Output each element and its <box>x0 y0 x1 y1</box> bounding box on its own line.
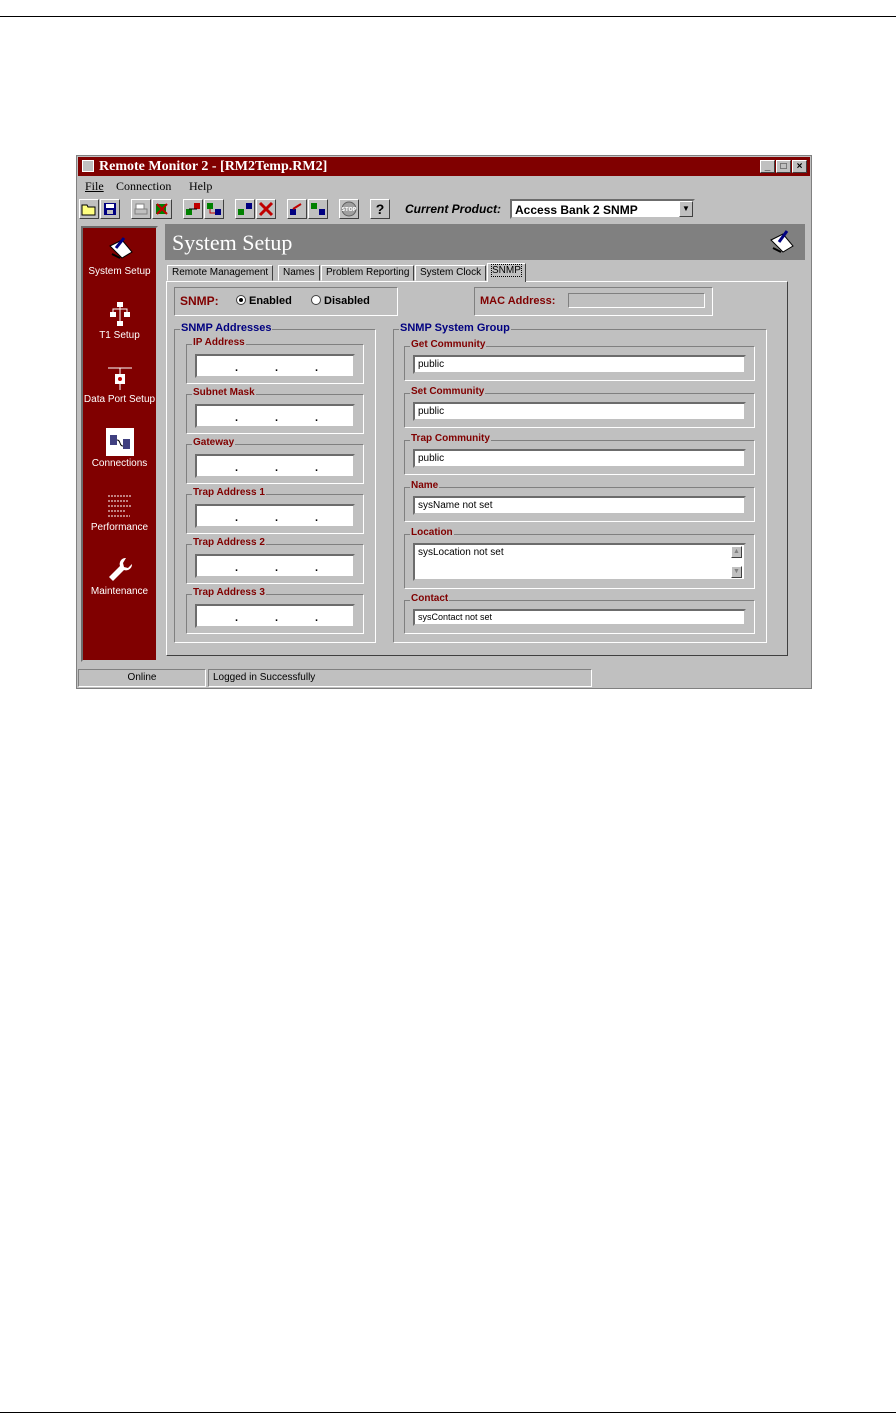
sidebar-item-system-setup[interactable] <box>83 236 156 277</box>
snmp-system-group-title: SNMP System Group <box>400 322 510 334</box>
trap-address-3-field[interactable]: . . . <box>195 604 355 628</box>
app-icon <box>82 160 94 172</box>
status-bar <box>77 668 811 688</box>
sidebar-item-data-port-setup[interactable] <box>83 364 156 405</box>
radio-selected-icon <box>236 295 246 305</box>
main-panel <box>165 224 805 664</box>
disconnect-icon[interactable] <box>152 199 172 219</box>
transfer-icon[interactable] <box>204 199 224 219</box>
snmp-system-group <box>393 322 767 643</box>
location-group <box>404 527 755 589</box>
tab-snmp[interactable] <box>487 263 526 282</box>
toolbar <box>79 197 809 221</box>
sidebar-item-performance[interactable] <box>83 492 156 533</box>
app-window <box>76 155 812 689</box>
gateway-group <box>186 437 364 484</box>
trap-address-3-group <box>186 587 364 634</box>
page-top-rule <box>0 16 896 17</box>
current-product-select[interactable] <box>510 199 695 219</box>
chevron-down-icon[interactable]: ▼ <box>679 201 693 217</box>
page-bottom-rule <box>0 1412 896 1413</box>
menu-connection[interactable]: Connection <box>116 179 172 193</box>
set-community-label: Set Community <box>411 386 485 397</box>
save-icon[interactable] <box>100 199 120 219</box>
snmp-enable-group <box>174 287 398 316</box>
snmp-enabled-label: Enabled <box>249 295 292 307</box>
snmp-addresses-title: SNMP Addresses <box>181 322 272 334</box>
trap-address-1-group <box>186 487 364 534</box>
cancel-connection-icon[interactable] <box>256 199 276 219</box>
trap-address-1-field[interactable]: . . . <box>195 504 355 528</box>
t1-setup-icon <box>106 300 134 328</box>
connections-icon <box>106 428 134 456</box>
trap-address-2-group <box>186 537 364 584</box>
sidebar-item-connections[interactable] <box>83 428 156 469</box>
location-label: Location <box>411 527 453 538</box>
tab-system-clock[interactable]: System Clock <box>415 265 486 281</box>
mac-address-label: MAC Address: <box>480 295 556 307</box>
gateway-label: Gateway <box>193 437 235 448</box>
status-message: Logged in Successfully <box>208 669 592 687</box>
sidebar-item-label: Data Port Setup <box>83 394 156 405</box>
minimize-button[interactable]: _ <box>760 160 775 173</box>
subnet-mask-label: Subnet Mask <box>193 387 255 398</box>
subnet-mask-field[interactable]: . . . <box>195 404 355 428</box>
subnet-mask-group <box>186 387 364 434</box>
performance-icon <box>106 492 134 520</box>
sidebar-item-label: Connections <box>91 458 148 469</box>
ip-address-group <box>186 337 364 384</box>
close-button[interactable]: × <box>792 160 807 173</box>
snmp-disabled-label: Disabled <box>324 295 370 307</box>
get-community-group <box>404 339 755 381</box>
help-icon[interactable]: ? <box>370 199 390 219</box>
connect-modem-icon[interactable] <box>183 199 203 219</box>
sidebar-item-maintenance[interactable] <box>83 556 156 597</box>
menu-bar <box>79 177 809 194</box>
upload-icon[interactable] <box>287 199 307 219</box>
menu-help[interactable]: Help <box>189 179 213 193</box>
download-icon[interactable] <box>308 199 328 219</box>
tab-panel <box>166 281 788 656</box>
svg-text:STOP: STOP <box>341 207 357 213</box>
contact-group <box>404 593 755 634</box>
maintenance-icon <box>106 556 134 584</box>
menu-file[interactable]: File <box>85 179 104 193</box>
snmp-label: SNMP: <box>180 294 219 308</box>
contact-field[interactable]: sysContact not set <box>413 609 746 626</box>
print-icon[interactable] <box>131 199 151 219</box>
name-field[interactable]: sysName not set <box>413 496 746 515</box>
sidebar-item-label: Performance <box>90 522 149 533</box>
maximize-button[interactable]: □ <box>776 160 791 173</box>
radio-unselected-icon <box>311 295 321 305</box>
get-community-field[interactable]: public <box>413 355 746 374</box>
open-folder-icon[interactable] <box>79 199 99 219</box>
tab-problem-reporting[interactable]: Problem Reporting <box>321 265 414 281</box>
window-title: Remote Monitor 2 - [RM2Temp.RM2] <box>99 159 328 174</box>
hangup-icon[interactable] <box>235 199 255 219</box>
contact-label: Contact <box>411 593 449 604</box>
sidebar-item-label: System Setup <box>88 266 151 277</box>
tab-remote-management[interactable]: Remote Management <box>167 265 273 281</box>
scroll-up-icon[interactable]: ▲ <box>731 546 742 558</box>
tab-names[interactable]: Names <box>278 265 320 281</box>
ip-address-label: IP Address <box>193 337 245 348</box>
set-community-group <box>404 386 755 428</box>
page-header <box>165 224 805 260</box>
trap-address-1-label: Trap Address 1 <box>193 487 265 498</box>
trap-address-2-label: Trap Address 2 <box>193 537 265 548</box>
trap-community-group <box>404 433 755 475</box>
current-product-value: Access Bank 2 SNMP <box>515 203 638 217</box>
trap-community-field[interactable]: public <box>413 449 746 468</box>
mac-address-field <box>568 293 705 308</box>
snmp-enabled-radio[interactable] <box>236 295 292 307</box>
system-setup-icon <box>106 236 134 264</box>
sidebar-item-t1-setup[interactable] <box>83 300 156 341</box>
name-group <box>404 480 755 522</box>
snmp-addresses-group <box>174 322 376 643</box>
stop-icon[interactable] <box>339 199 359 219</box>
page-title: System Setup <box>172 230 293 255</box>
name-label: Name <box>411 480 439 491</box>
gateway-field[interactable]: . . . <box>195 454 355 478</box>
snmp-disabled-radio[interactable] <box>311 295 370 307</box>
sidebar-item-label: Maintenance <box>90 586 149 597</box>
tab-snmp-label: SNMP <box>492 265 521 276</box>
set-community-field[interactable]: public <box>413 402 746 421</box>
system-setup-icon <box>767 228 797 256</box>
mac-address-group <box>474 287 713 316</box>
location-field[interactable] <box>413 543 746 581</box>
status-connection: Online <box>78 669 206 687</box>
title-bar[interactable] <box>78 157 810 176</box>
sidebar-item-label: T1 Setup <box>99 330 140 341</box>
scroll-down-icon[interactable]: ▼ <box>731 566 742 578</box>
trap-community-label: Trap Community <box>411 433 490 444</box>
trap-address-2-field[interactable]: . . . <box>195 554 355 578</box>
trap-address-3-label: Trap Address 3 <box>193 587 265 598</box>
data-port-icon <box>106 364 134 392</box>
location-value: sysLocation not set <box>418 547 504 558</box>
sidebar <box>81 226 158 662</box>
current-product-label: Current Product: <box>405 202 501 216</box>
ip-address-field[interactable]: . . . <box>195 354 355 378</box>
get-community-label: Get Community <box>411 339 486 350</box>
